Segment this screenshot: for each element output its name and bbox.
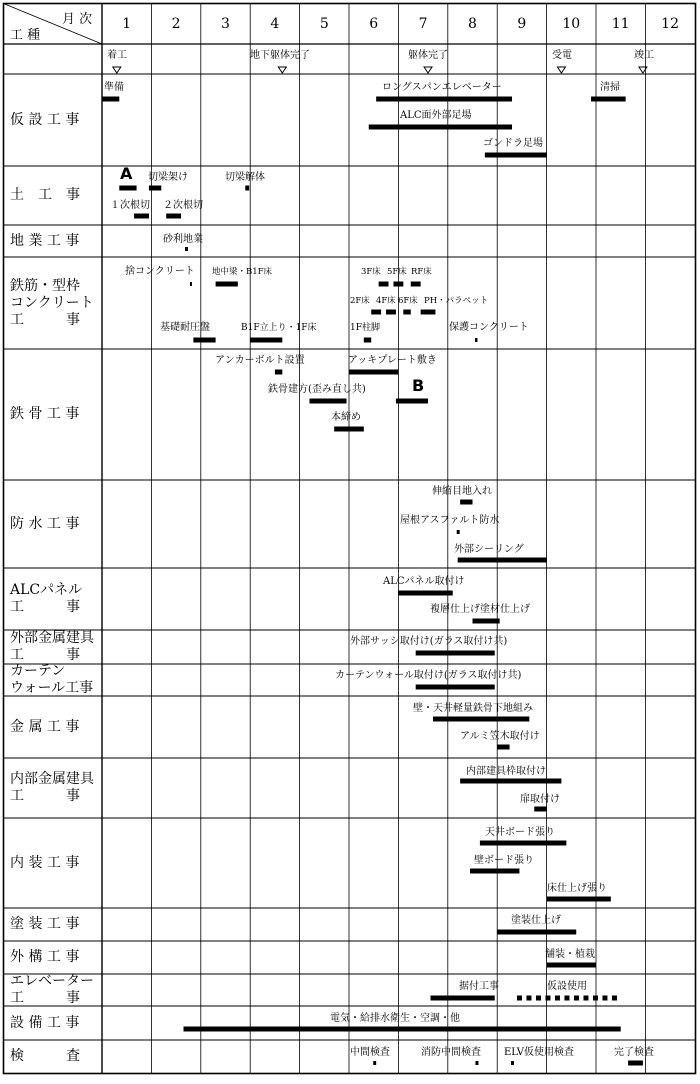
work-type-label: コンクリート xyxy=(10,294,94,311)
month-number: 10 xyxy=(562,16,581,32)
floor-rf-bar xyxy=(411,282,421,287)
ph-parapet-bar xyxy=(421,310,436,315)
work-type-label: カーテン xyxy=(10,663,66,679)
multi-finish-bar xyxy=(473,619,500,624)
task-label: 舗装・植栽 xyxy=(545,949,595,960)
painting-bar xyxy=(497,930,576,935)
month-number: 6 xyxy=(369,16,379,32)
task-label: 中間検査 xyxy=(350,1047,390,1058)
work-type-label: 地 業 工 事 xyxy=(10,232,80,249)
task-label: RF床 xyxy=(411,267,432,277)
work-type-label: 外部金属建具 xyxy=(10,630,94,646)
temp-use-dash xyxy=(555,996,560,1001)
task-label: 塗装仕上げ xyxy=(511,915,561,926)
door-hang-bar xyxy=(534,807,546,812)
cleaning-bar xyxy=(591,97,626,102)
task-label: 壁ボード張り xyxy=(474,855,534,866)
bolting-bar xyxy=(334,427,364,432)
ext-sash-bar xyxy=(416,651,495,656)
work-type-label: ウォール工事 xyxy=(10,680,94,696)
task-label: 切梁解体 xyxy=(225,172,265,183)
task-label: 砂利地業 xyxy=(163,234,203,245)
work-type-label: 内 装 工 事 xyxy=(10,854,80,871)
task-label: 4F床 xyxy=(376,296,396,306)
task-label: 準備 xyxy=(104,82,124,93)
work-type-label: 金 属 工 事 xyxy=(10,718,80,735)
task-label: 据付工事 xyxy=(459,981,499,992)
temp-use-dash xyxy=(517,996,522,1001)
floor-6f-bar xyxy=(403,310,410,315)
month-header-label: 月 次 xyxy=(62,12,93,27)
task-label: 外部シーリング xyxy=(454,544,524,555)
curtain-wall-bar xyxy=(416,685,495,690)
gravel-bar xyxy=(185,247,188,251)
month-number: 4 xyxy=(270,16,280,32)
work-type-header-label: 工 種 xyxy=(10,28,41,43)
final-inspection-bar xyxy=(628,1061,643,1066)
floor-2f-bar xyxy=(371,310,381,315)
work-type-label: 防 水 工 事 xyxy=(10,515,80,532)
anchor-bolt-bar xyxy=(275,370,282,375)
expansion-joint-bar xyxy=(460,500,472,505)
task-label: ゴンドラ足場 xyxy=(483,138,543,149)
b1f-1f-bar xyxy=(250,338,282,343)
milestone-marker xyxy=(557,67,565,73)
work-type-label: 工 事 xyxy=(10,647,80,663)
work-type-label: 工 事 xyxy=(10,990,80,1006)
work-type-label: 塗 装 工 事 xyxy=(10,916,80,932)
temp-use-dash xyxy=(564,996,569,1001)
task-label: 基礎耐圧盤 xyxy=(160,322,210,333)
roof-waterproof-bar xyxy=(457,530,460,534)
milestone-power-label: 受電 xyxy=(552,50,572,61)
temp-use-dash xyxy=(545,996,550,1001)
temp-use-dash xyxy=(602,996,607,1001)
ceiling-board-bar xyxy=(480,841,566,846)
alc-scaffold-bar xyxy=(369,125,512,130)
task-label: B1F立上り・1F床 xyxy=(241,323,317,333)
preparation-bar xyxy=(102,97,119,102)
ext-sealing-bar xyxy=(458,558,547,563)
alc-install-bar xyxy=(398,591,452,596)
month-number: 8 xyxy=(468,16,477,32)
work-type-label: 工 事 xyxy=(10,311,80,328)
task-label: アンカーボルト設置 xyxy=(215,355,305,366)
strut-install-bar xyxy=(149,186,161,191)
milestone-start-label: 着工 xyxy=(107,50,127,61)
task-label: ロングスパンエレベーター xyxy=(382,82,502,93)
work-type-label: 設 備 工 事 xyxy=(10,1014,80,1031)
milestone-frame-complete-label: 躯体完了 xyxy=(408,50,448,61)
wall-board-bar xyxy=(470,869,519,874)
work-type-label: 工 事 xyxy=(10,788,80,804)
strut-install-bar xyxy=(119,186,136,191)
aluminum-bar xyxy=(497,745,509,750)
door-frame-bar xyxy=(460,779,561,784)
task-label: 3F床 xyxy=(361,267,381,277)
task-label: １次根切 xyxy=(110,200,150,211)
task-label: 1F柱脚 xyxy=(350,323,380,333)
task-label: ALC面外部足場 xyxy=(400,110,472,121)
task-label: 捨コンクリート xyxy=(125,266,195,277)
steel-erection-bar xyxy=(396,399,428,404)
work-type-label: 鉄 骨 工 事 xyxy=(10,406,80,422)
marker-a-label: A xyxy=(120,164,133,183)
floor-3f-bar xyxy=(379,282,389,287)
milestone-marker xyxy=(424,67,432,73)
month-number: 2 xyxy=(171,16,181,32)
strut-removal-bar xyxy=(245,186,249,191)
month-number: 9 xyxy=(517,16,527,32)
second-excavation-bar xyxy=(166,214,181,219)
column-1f-bar xyxy=(364,338,371,343)
temp-use-dash xyxy=(612,996,617,1001)
temp-use-dash xyxy=(583,996,588,1001)
deck-plate-bar xyxy=(349,370,398,375)
gondola-bar xyxy=(485,153,547,158)
task-label: 仮設使用 xyxy=(547,981,587,992)
task-label: 内部建具枠取付け xyxy=(466,766,546,777)
work-type-label: 土 工 事 xyxy=(10,187,80,203)
task-label: 伸縮目地入れ xyxy=(432,486,492,497)
longspan-elevator-bar xyxy=(376,97,512,102)
month-number: 12 xyxy=(661,16,679,32)
milestone-marker xyxy=(278,67,286,73)
elevator-install-bar xyxy=(431,996,495,1001)
task-label: アルミ笠木取付け xyxy=(460,731,540,742)
task-label: 6F床 xyxy=(398,296,418,306)
lean-concrete-bar xyxy=(190,282,192,286)
work-type-label: 工 事 xyxy=(10,599,80,615)
task-label: 複層仕上げ塗材仕上げ xyxy=(430,604,530,615)
ground-beam-bar xyxy=(216,282,238,287)
mep-bar xyxy=(184,1027,621,1032)
temp-use-dash xyxy=(536,996,541,1001)
foundation-slab-bar xyxy=(193,338,215,343)
paving-bar xyxy=(547,963,596,968)
floor-4f-bar xyxy=(386,310,396,315)
task-label: 屋根アスファルト防水 xyxy=(400,515,500,526)
task-label: ELV仮使用検査 xyxy=(504,1047,574,1058)
work-type-label: 仮 設 工 事 xyxy=(10,111,80,128)
task-label: カーテンウォール取付け(ガラス取付け共) xyxy=(335,670,522,681)
month-number: 7 xyxy=(418,16,428,32)
fire-inspection-bar xyxy=(475,1061,478,1065)
work-type-label: 外 構 工 事 xyxy=(10,949,80,965)
month-number: 5 xyxy=(319,16,329,32)
task-label: 扉取付け xyxy=(520,794,560,805)
steel-erection-bar xyxy=(309,399,346,404)
task-label: 壁・天井軽量鉄骨下地組み xyxy=(413,703,533,714)
work-type-label: エレベーター xyxy=(10,973,94,989)
elv-inspection-bar xyxy=(511,1061,514,1065)
task-label: 消防中間検査 xyxy=(421,1047,481,1058)
task-label: 完了検査 xyxy=(614,1047,654,1058)
task-label: 清掃 xyxy=(600,82,620,93)
month-number: 11 xyxy=(611,16,630,32)
task-label: ALCパネル取付け xyxy=(383,576,465,587)
work-type-label: 検 査 xyxy=(10,1048,80,1065)
task-label: PH・パラペット xyxy=(424,296,489,306)
work-type-label: 鉄筋・型枠 xyxy=(10,277,80,294)
task-label: 天井ボード張り xyxy=(485,827,555,838)
temp-use-dash xyxy=(526,996,531,1001)
task-label: 2F床 xyxy=(350,296,370,306)
task-label: 鉄骨建方(歪み直し共) xyxy=(268,384,366,395)
milestone-completion-label: 竣工 xyxy=(634,50,654,61)
milestone-marker xyxy=(113,67,121,73)
month-number: 3 xyxy=(221,16,230,32)
task-label: 切梁架け xyxy=(148,172,188,183)
work-type-label: ALCパネル xyxy=(10,582,83,598)
floor-5f-bar xyxy=(393,282,403,287)
task-label: アッキプレート敷き xyxy=(348,355,437,366)
task-label: 本締め xyxy=(331,412,361,423)
temp-use-dash xyxy=(593,996,598,1001)
protective-concrete-bar xyxy=(475,338,477,342)
task-label: 床仕上げ張り xyxy=(547,883,607,894)
task-label: 保護コンクリート xyxy=(449,322,529,333)
month-number: 1 xyxy=(122,16,132,32)
task-label: ２次根切 xyxy=(163,200,203,211)
milestone-basement-complete-label: 地下躯体完了 xyxy=(250,50,310,61)
task-label: 5F床 xyxy=(387,267,407,277)
task-label: 電気・給排水衛生・空調・他 xyxy=(330,1013,460,1024)
marker-b-label: B xyxy=(412,376,425,395)
task-label: 外部サッシ取付け(ガラス取付け共) xyxy=(350,636,508,647)
floor-finish-bar xyxy=(547,897,611,902)
lgs-bar xyxy=(433,717,529,722)
mid-inspection-bar xyxy=(373,1061,376,1065)
temp-use-dash xyxy=(574,996,579,1001)
task-label: 地中梁・B1F床 xyxy=(212,267,273,277)
first-excavation-bar xyxy=(134,214,149,219)
work-type-label: 内部金属建具 xyxy=(10,771,94,787)
